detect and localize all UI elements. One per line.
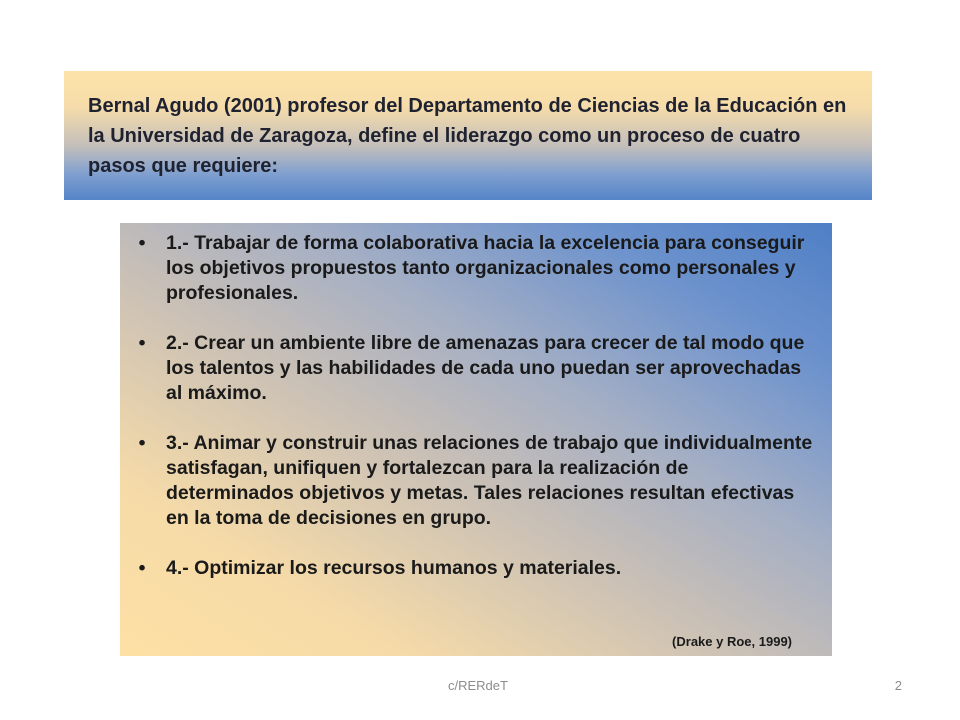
- slide-title: Bernal Agudo (2001) profesor del Departamento de Ciencias de la Educación en la Universidad de Zaragoza, define el liderazgo como un proceso de cuatro pasos que requiere:: [88, 95, 847, 177]
- bullet-list: [132, 231, 818, 581]
- bullet-text-4: 4.- Optimizar los recursos humanos y materiales.: [166, 557, 622, 579]
- bullet-text-3: 3.- Animar y construir unas relaciones de trabajo que individualmente satisfagan, unifiquen y fortalezcan para la realización de determinados objetivos y metas. Tales relaciones resultan efectivas en la toma de decisiones en grupo.: [166, 432, 813, 529]
- bullet-item-4: [132, 556, 818, 581]
- bullet-text-1: 1.- Trabajar de forma colaborativa hacia la excelencia para conseguir los objetivos propuestos tanto organizacionales como personales y profesionales.: [166, 232, 805, 304]
- title-box: [64, 71, 872, 200]
- bullet-item-3: [132, 431, 818, 531]
- bullet-dot-icon: •: [138, 332, 146, 354]
- bullet-item-2: [132, 331, 818, 406]
- page-number: 2: [894, 678, 902, 693]
- bullet-dot-icon: •: [138, 432, 146, 454]
- citation: (Drake y Roe, 1999): [672, 634, 792, 649]
- footer-text: c/RERdeT: [448, 678, 508, 693]
- bullet-dot-icon: •: [138, 557, 146, 579]
- bullet-item-1: [132, 231, 818, 306]
- bullet-text-2: 2.- Crear un ambiente libre de amenazas para crecer de tal modo que los talentos y las habilidades de cada uno puedan ser aprovechadas al máximo.: [166, 332, 805, 404]
- bullet-dot-icon: •: [138, 232, 146, 254]
- content-box: [120, 223, 832, 656]
